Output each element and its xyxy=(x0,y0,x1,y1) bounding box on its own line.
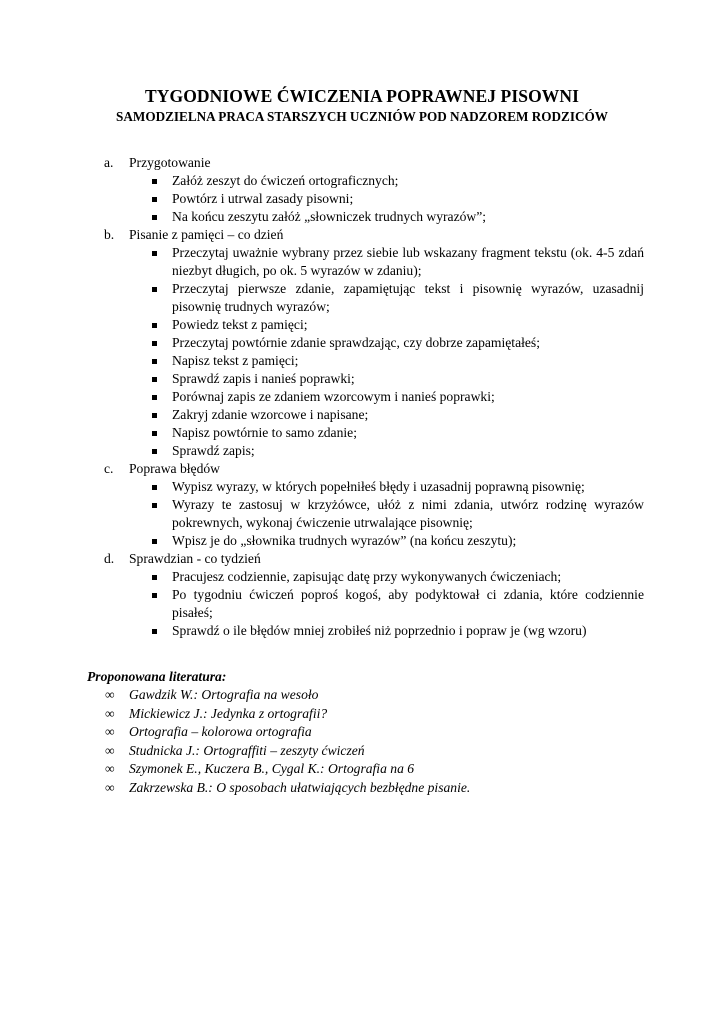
square-bullet-icon xyxy=(152,251,157,256)
section-heading xyxy=(104,226,644,244)
infinity-bullet-icon: ∞ xyxy=(105,687,115,702)
section-items xyxy=(104,568,644,640)
list-item-text: Przeczytaj pierwsze zdanie, zapamiętując tekst i pisownię wyrazów, uzasadnij pisownię trudnych wyrazów; xyxy=(172,281,644,314)
infinity-bullet-icon: ∞ xyxy=(105,779,115,795)
square-bullet-icon xyxy=(152,485,157,490)
section-items xyxy=(104,478,644,550)
list-item xyxy=(104,388,644,406)
list-item-text: Załóż zeszyt do ćwiczeń ortograficznych; xyxy=(172,173,399,188)
exercise-sections xyxy=(104,154,644,640)
section-heading xyxy=(104,550,644,568)
square-bullet-icon xyxy=(152,431,157,436)
list-item xyxy=(104,280,644,316)
square-bullet-icon xyxy=(152,629,157,634)
section-title: Przygotowanie xyxy=(129,155,211,170)
square-bullet-icon xyxy=(152,341,157,346)
section-heading xyxy=(104,154,644,172)
list-item xyxy=(104,424,644,442)
literature-item xyxy=(105,779,470,798)
list-item-text: Napisz powtórnie to samo zdanie; xyxy=(172,425,357,440)
infinity-bullet-icon: ∞ xyxy=(105,761,115,776)
list-item xyxy=(104,172,644,190)
literature-heading: Proponowana literatura: xyxy=(87,669,227,684)
list-item-text: Porównaj zapis ze zdaniem wzorcowym i nanieś poprawki; xyxy=(172,389,495,404)
square-bullet-icon xyxy=(152,197,157,202)
infinity-bullet-icon: ∞ xyxy=(105,705,115,721)
document-subtitle: SAMODZIELNA PRACA STARSZYCH UCZNIÓW POD NADZOREM RODZICÓW xyxy=(116,109,608,124)
list-item xyxy=(104,352,644,370)
literature-item-text: Szymonek E., Kuczera B., Cygal K.: Ortografia na 6 xyxy=(129,761,415,776)
section-letter: b. xyxy=(104,227,115,242)
square-bullet-icon xyxy=(152,287,157,292)
list-item-text: Wyrazy te zastosuj w krzyżówce, ułóż z nimi zdania, utwórz rodzinę wyrazów pokrewnych, wykonaj ćwiczenie utrwalające pisownię; xyxy=(172,497,644,530)
list-item xyxy=(104,442,644,460)
list-item-text: Powiedz tekst z pamięci; xyxy=(172,317,308,332)
list-item xyxy=(104,244,644,280)
infinity-bullet-icon: ∞ xyxy=(105,724,115,739)
list-item-text: Pracujesz codziennie, zapisując datę przy wykonywanych ćwiczeniach; xyxy=(172,569,562,584)
section-title: Poprawa błędów xyxy=(129,461,220,476)
section-letter: a. xyxy=(104,155,114,170)
section-items xyxy=(104,244,644,460)
square-bullet-icon xyxy=(152,449,157,454)
list-item-text: Wpisz je do „słownika trudnych wyrazów” (na końcu zeszytu); xyxy=(172,533,517,548)
square-bullet-icon xyxy=(152,593,157,598)
literature-item-text: Mickiewicz J.: Jedynka z ortografii? xyxy=(129,705,328,721)
section-title: Pisanie z pamięci – co dzień xyxy=(129,227,284,242)
square-bullet-icon xyxy=(152,179,157,184)
literature-item xyxy=(105,760,470,779)
section-title: Sprawdzian - co tydzień xyxy=(129,551,261,566)
literature-item-text: Studnicka J.: Ortograffiti – zeszyty ćwiczeń xyxy=(129,742,365,758)
literature-item-text: Ortografia – kolorowa ortografia xyxy=(129,724,312,739)
document-title: TYGODNIOWE ĆWICZENIA POPRAWNEJ PISOWNI xyxy=(144,86,580,106)
section-b xyxy=(104,226,644,460)
list-item xyxy=(104,334,644,352)
list-item-text: Powtórz i utrwal zasady pisowni; xyxy=(172,191,354,206)
list-item xyxy=(104,586,644,622)
literature-item xyxy=(105,705,470,724)
square-bullet-icon xyxy=(152,215,157,220)
square-bullet-icon xyxy=(152,359,157,364)
section-d xyxy=(104,550,644,640)
list-item-text: Przeczytaj powtórnie zdanie sprawdzając, czy dobrze zapamiętałeś; xyxy=(172,335,540,350)
literature-item-text: Gawdzik W.: Ortografia na wesoło xyxy=(129,687,319,702)
section-a xyxy=(104,154,644,226)
section-items xyxy=(104,172,644,226)
list-item xyxy=(104,370,644,388)
square-bullet-icon xyxy=(152,413,157,418)
list-item-text: Na końcu zeszytu załóż „słowniczek trudnych wyrazów”; xyxy=(172,209,487,224)
literature-item xyxy=(105,723,470,742)
literature-item xyxy=(105,686,470,705)
list-item-text: Po tygodniu ćwiczeń poproś kogoś, aby podyktował ci zdania, które codziennie pisałeś; xyxy=(172,587,644,620)
section-letter: c. xyxy=(104,461,114,476)
square-bullet-icon xyxy=(152,395,157,400)
square-bullet-icon xyxy=(152,575,157,580)
list-item-text: Sprawdź o ile błędów mniej zrobiłeś niż poprzednio i popraw je (wg wzoru) xyxy=(172,623,587,638)
list-item-text: Sprawdź zapis i nanieś poprawki; xyxy=(172,371,355,386)
literature-item-text: Zakrzewska B.: O sposobach ułatwiających bezbłędne pisanie. xyxy=(129,779,471,795)
list-item xyxy=(104,208,644,226)
list-item-text: Przeczytaj uważnie wybrany przez siebie lub wskazany fragment tekstu (ok. 4-5 zdań niezbyt długich, po ok. 5 wyrazów w zdaniu); xyxy=(172,245,644,278)
list-item xyxy=(104,190,644,208)
square-bullet-icon xyxy=(152,377,157,382)
list-item xyxy=(104,568,644,586)
list-item-text: Napisz tekst z pamięci; xyxy=(172,353,299,368)
list-item-text: Sprawdź zapis; xyxy=(172,443,255,458)
list-item xyxy=(104,316,644,334)
list-item xyxy=(104,496,644,532)
section-c xyxy=(104,460,644,550)
list-item-text: Wypisz wyrazy, w których popełniłeś błędy i uzasadnij poprawną pisownię; xyxy=(172,479,585,494)
list-item xyxy=(104,622,644,640)
list-item xyxy=(104,532,644,550)
section-letter: d. xyxy=(104,551,115,566)
square-bullet-icon xyxy=(152,323,157,328)
square-bullet-icon xyxy=(152,503,157,508)
infinity-bullet-icon: ∞ xyxy=(105,742,115,758)
section-heading xyxy=(104,460,644,478)
square-bullet-icon xyxy=(152,539,157,544)
literature-item xyxy=(105,742,470,761)
literature-list xyxy=(105,686,470,797)
list-item xyxy=(104,406,644,424)
list-item-text: Zakryj zdanie wzorcowe i napisane; xyxy=(172,407,369,422)
list-item xyxy=(104,478,644,496)
